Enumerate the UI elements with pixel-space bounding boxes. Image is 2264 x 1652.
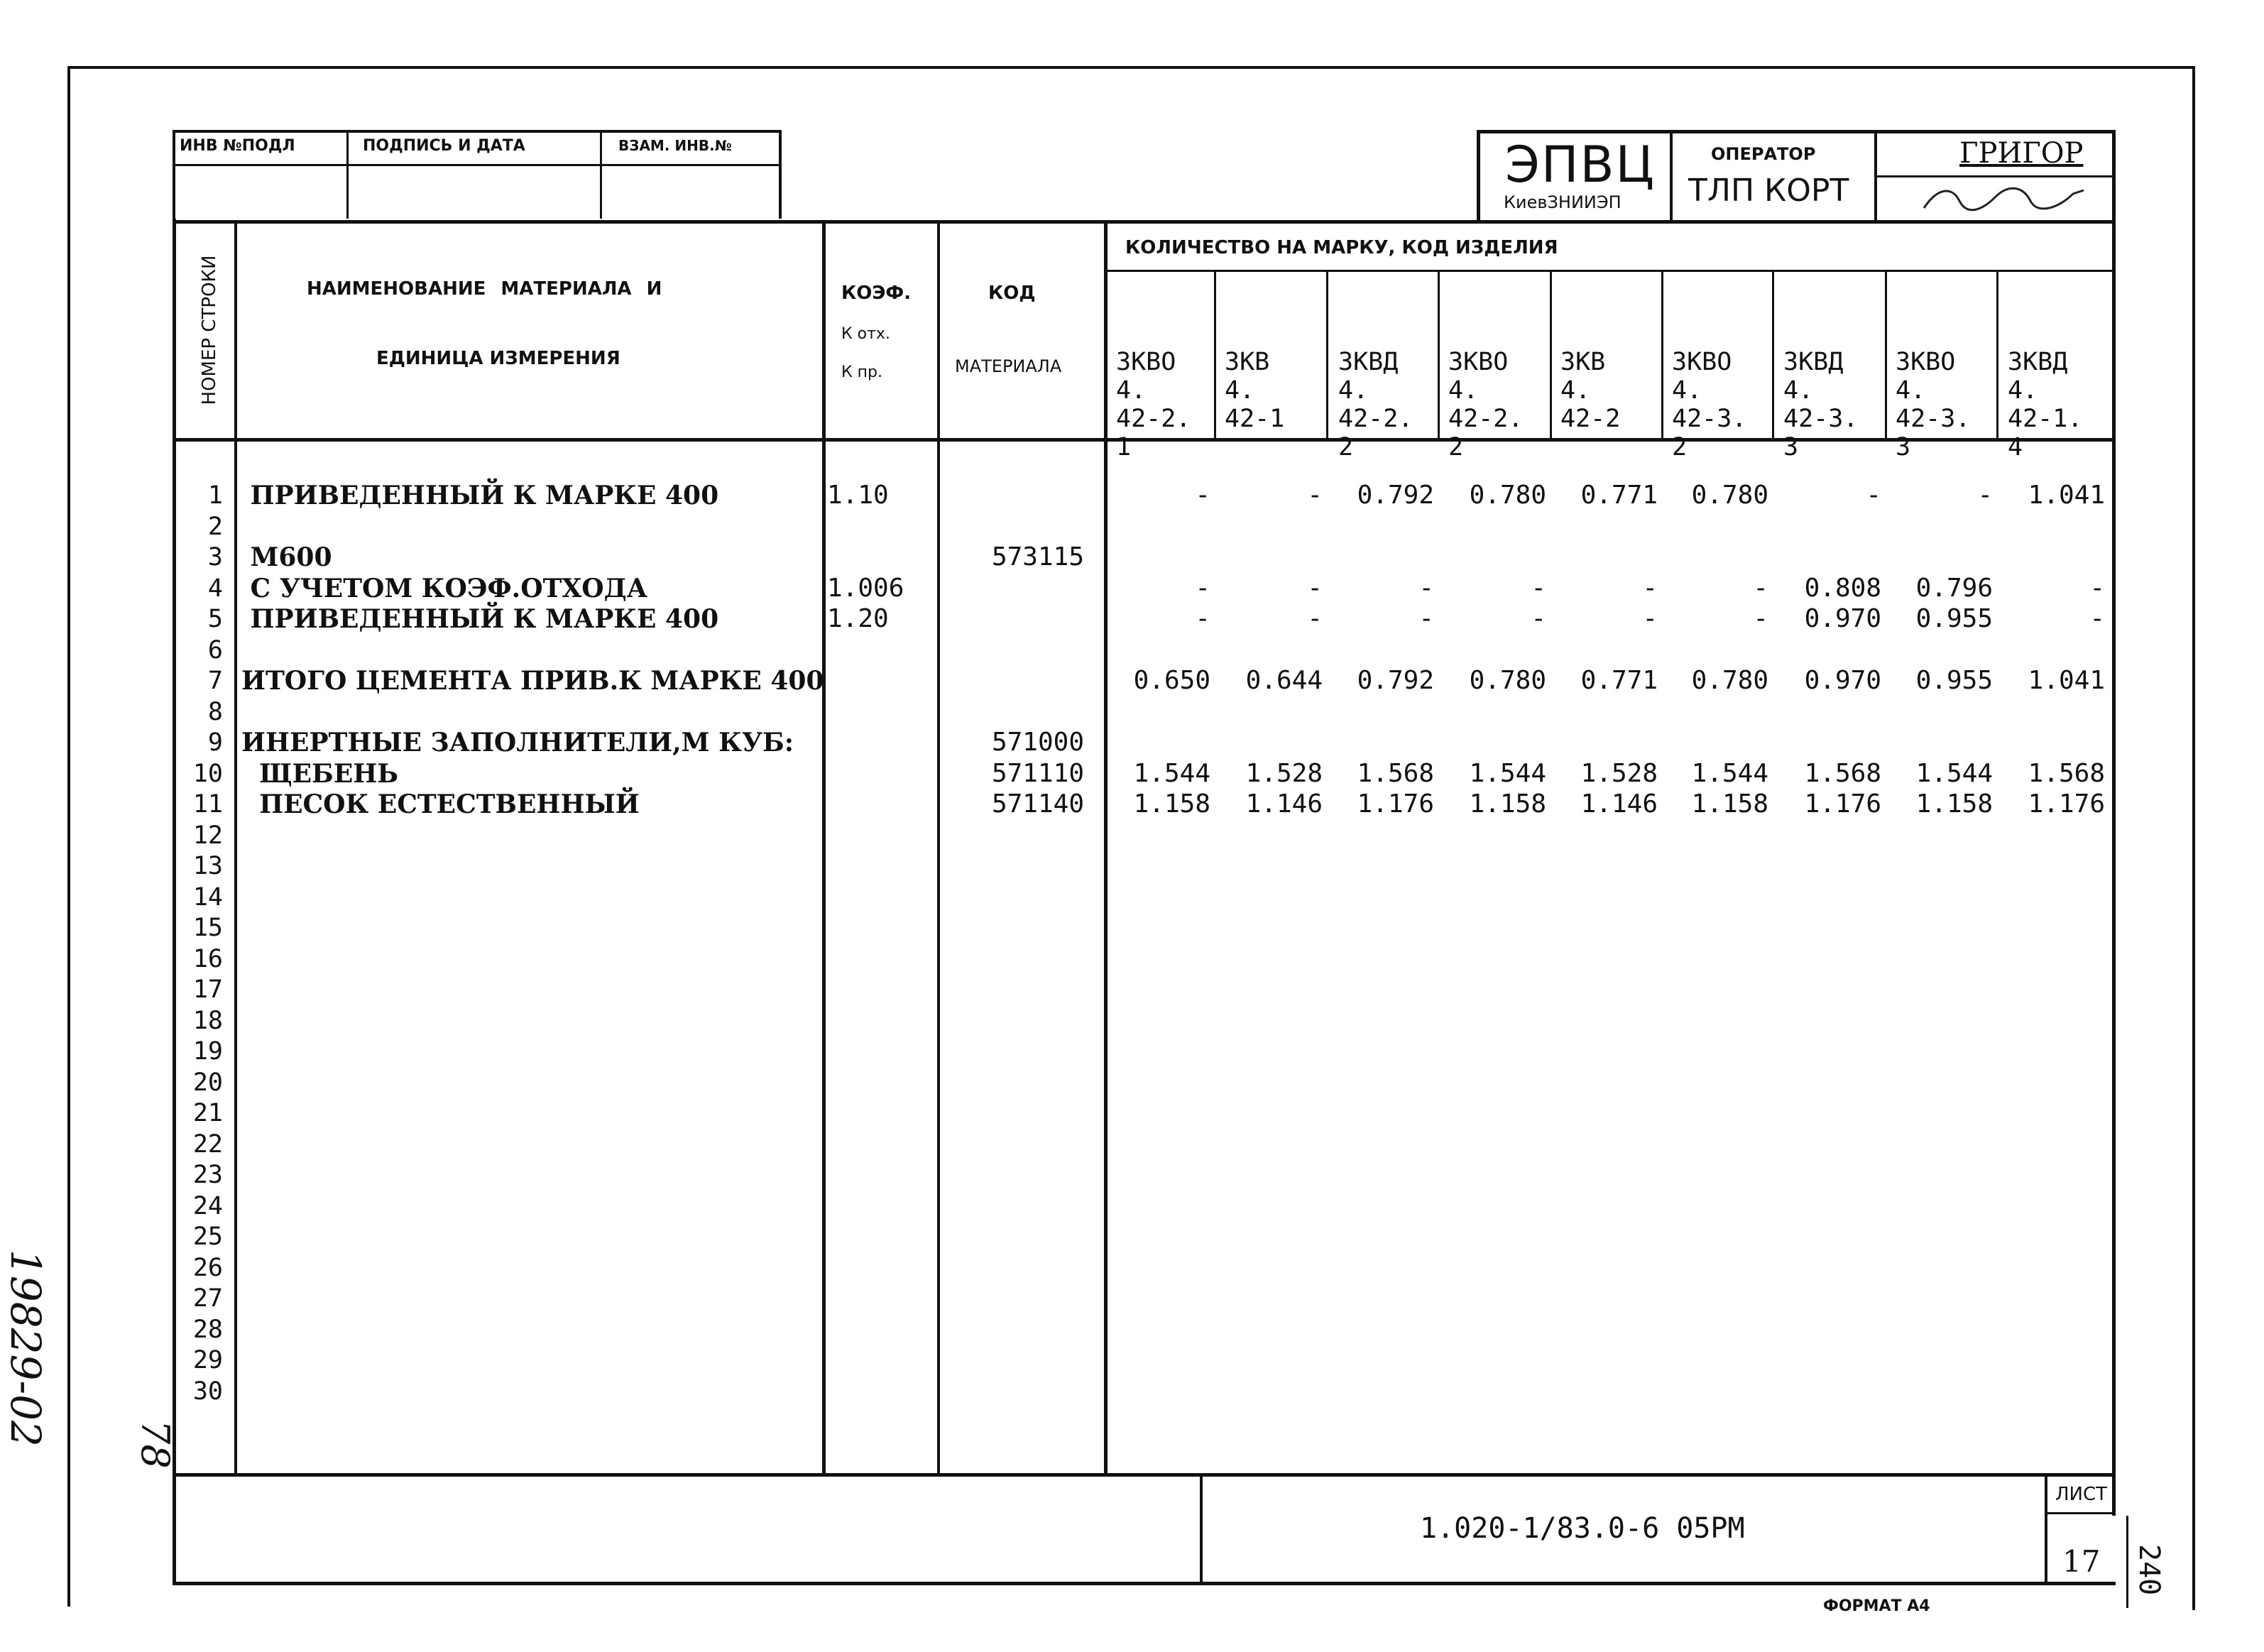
row-name: ИТОГО ЦЕМЕНТА ПРИВ.К МАРКЕ 400: [241, 666, 824, 696]
row-number: 18: [192, 1006, 223, 1035]
row-coef: 1.006: [827, 573, 904, 603]
column-header: ЗКВД 4. 42-3. 3: [1783, 348, 1859, 461]
row-number-header: НОМЕР СТРОКИ: [199, 255, 220, 405]
row-number: 2: [207, 512, 223, 541]
row-number: 10: [192, 759, 223, 788]
row-value: 1.146: [1245, 789, 1323, 819]
row-coef: 1.10: [827, 481, 889, 510]
row-value: 1.158: [1691, 789, 1768, 819]
coef-header-line1: КОЭФ.: [841, 283, 912, 304]
row-value: 0.650: [1133, 666, 1210, 695]
row-value: 0.780: [1691, 666, 1768, 695]
operator-label: ОПЕРАТОР: [1711, 144, 1816, 164]
row-value: -: [1307, 604, 1323, 633]
row-value: 1.568: [1804, 758, 1881, 788]
row-value: -: [1866, 481, 1881, 510]
row-value: 1.041: [2028, 666, 2105, 695]
column-header: ЗКВО 4. 42-2. 1: [1116, 348, 1191, 461]
row-value: -: [1977, 481, 1993, 510]
row-value: -: [1195, 604, 1210, 633]
row-value: -: [2089, 573, 2105, 603]
row-number: 29: [192, 1346, 223, 1374]
row-code: 571140: [991, 789, 1084, 819]
format-label: ФОРМАТ А4: [1823, 1597, 1930, 1615]
row-name: М600: [241, 542, 332, 572]
row-code: 571000: [991, 728, 1084, 757]
row-number: 9: [207, 728, 223, 757]
row-value: 1.568: [2028, 758, 2105, 788]
row-code: 573115: [991, 542, 1084, 571]
row-number: 17: [192, 975, 223, 1004]
row-number: 15: [192, 914, 223, 942]
row-name: ЩЕБЕНЬ: [241, 758, 398, 789]
row-value: 1.158: [1469, 789, 1546, 819]
column-header: ЗКВО 4. 42-3. 3: [1896, 348, 1971, 461]
column-header: ЗКВО 4. 42-3. 2: [1672, 348, 1747, 461]
row-value: 1.544: [1133, 758, 1210, 788]
row-value: -: [1642, 604, 1658, 633]
row-value: -: [1418, 604, 1434, 633]
row-value: 0.955: [1915, 604, 1993, 633]
stamp-podpis-data: ПОДПИСЬ И ДАТА: [363, 137, 525, 155]
column-header: ЗКВД 4. 42-2. 2: [1338, 348, 1413, 461]
org-block: [1477, 130, 2116, 222]
row-number: 19: [192, 1037, 223, 1066]
row-number: 24: [192, 1191, 223, 1220]
row-value: 1.544: [1691, 758, 1768, 788]
row-value: 1.158: [1133, 789, 1210, 819]
row-value: 0.792: [1357, 666, 1434, 695]
name-header-line2: ЕДИНИЦА ИЗМЕРЕНИЯ: [376, 348, 620, 369]
row-value: -: [1531, 604, 1546, 633]
row-number: 12: [192, 821, 223, 850]
row-number: 21: [192, 1099, 223, 1127]
coef-header-line3: К пр.: [841, 363, 882, 381]
row-value: 1.146: [1580, 789, 1658, 819]
row-value: 0.771: [1580, 481, 1658, 510]
row-number: 8: [207, 697, 223, 726]
row-number: 1: [207, 481, 223, 510]
row-value: 0.644: [1245, 666, 1323, 695]
row-value: 1.528: [1580, 758, 1658, 788]
operator-person: ГРИГОР: [1959, 137, 2084, 170]
row-value: 1.176: [1804, 789, 1881, 819]
sheet-label: ЛИСТ: [2055, 1484, 2108, 1505]
row-number: 6: [207, 635, 223, 664]
qty-header: КОЛИЧЕСТВО НА МАРКУ, КОД ИЗДЕЛИЯ: [1125, 237, 1558, 258]
row-number: 27: [192, 1284, 223, 1313]
row-number: 11: [192, 790, 223, 819]
row-value: 0.808: [1804, 573, 1881, 603]
row-number: 3: [207, 543, 223, 571]
row-number: 4: [207, 574, 223, 603]
row-value: 1.528: [1245, 758, 1323, 788]
handwritten-id: 19829-02: [1, 1249, 50, 1447]
row-value: -: [1753, 604, 1768, 633]
handwritten-num: 78: [133, 1420, 177, 1469]
row-value: 0.780: [1469, 481, 1546, 510]
row-value: 1.176: [2028, 789, 2105, 819]
column-header: ЗКВ 4. 42-2: [1560, 348, 1621, 433]
row-number: 7: [207, 667, 223, 695]
row-value: -: [1307, 481, 1323, 510]
row-number: 5: [207, 605, 223, 633]
row-value: 1.568: [1357, 758, 1434, 788]
row-number: 22: [192, 1129, 223, 1159]
signature-icon: [1910, 180, 2094, 215]
row-value: 1.544: [1915, 758, 1993, 788]
row-name: ПРИВЕДЕННЫЙ К МАРКЕ 400: [241, 604, 719, 634]
side-number: 240: [2133, 1544, 2165, 1596]
org-sub: КиевЗНИИЭП: [1504, 192, 1622, 212]
column-header: ЗКВО 4. 42-2. 2: [1448, 348, 1524, 461]
row-value: 1.176: [1357, 789, 1434, 819]
row-number: 26: [192, 1253, 223, 1282]
row-value: 1.041: [2028, 481, 2105, 510]
row-value: -: [1418, 573, 1434, 603]
column-header: ЗКВД 4. 42-1. 4: [2008, 348, 2083, 461]
code-header-line2: МАТЕРИАЛА: [955, 356, 1062, 376]
row-value: 1.158: [1915, 789, 1993, 819]
row-value: 0.970: [1804, 604, 1881, 633]
row-value: -: [1307, 573, 1323, 603]
row-number: 16: [192, 944, 223, 973]
outer-frame-left: [67, 66, 70, 1607]
row-value: 0.771: [1580, 666, 1658, 695]
row-value: 1.544: [1469, 758, 1546, 788]
column-header: ЗКВ 4. 42-1: [1225, 348, 1285, 433]
row-name: ПРИВЕДЕННЫЙ К МАРКЕ 400: [241, 481, 719, 510]
approval-stamp: [173, 130, 782, 219]
row-number: 25: [192, 1222, 223, 1251]
outer-frame-top: [67, 66, 2194, 69]
stamp-inv-podl: ИНВ №ПОДЛ: [180, 137, 295, 155]
row-number: 13: [192, 852, 223, 880]
name-header-line1: НАИМЕНОВАНИЕ МАТЕРИАЛА И: [307, 278, 662, 300]
row-number: 14: [192, 882, 223, 912]
row-code: 571110: [991, 758, 1084, 788]
row-value: -: [1642, 573, 1658, 603]
row-number: 20: [192, 1068, 223, 1097]
row-name: ИНЕРТНЫЕ ЗАПОЛНИТЕЛИ,М КУБ:: [241, 728, 794, 757]
row-coef: 1.20: [827, 604, 889, 633]
row-value: 0.955: [1915, 666, 1993, 695]
stamp-vzam-inv: ВЗАМ. ИНВ.№: [618, 137, 732, 154]
code-header-line1: КОД: [988, 283, 1036, 304]
row-value: 0.796: [1915, 573, 1993, 603]
row-number: 28: [192, 1315, 223, 1344]
row-value: -: [1195, 573, 1210, 603]
outer-frame-right: [2192, 66, 2195, 1610]
row-name: ПЕСОК ЕСТЕСТВЕННЫЙ: [241, 789, 640, 819]
row-value: -: [2089, 604, 2105, 633]
row-value: 0.970: [1804, 666, 1881, 695]
sheet-number: 17: [2062, 1544, 2101, 1579]
row-value: -: [1753, 573, 1768, 603]
row-number: 23: [192, 1161, 223, 1189]
row-value: 0.780: [1691, 481, 1768, 510]
org-name: ЭПВЦ: [1505, 136, 1656, 194]
operator-value: ТЛП КОРТ: [1688, 173, 1849, 209]
row-value: -: [1531, 573, 1546, 603]
row-value: 0.792: [1357, 481, 1434, 510]
row-value: -: [1195, 481, 1210, 510]
row-number: 30: [192, 1377, 223, 1406]
document-code: 1.020-1/83.0-6 05РМ: [1420, 1512, 1745, 1545]
coef-header-line2: К отх.: [841, 325, 890, 343]
row-value: 0.780: [1469, 666, 1546, 695]
row-name: С УЧЕТОМ КОЭФ.ОТХОДА: [241, 573, 647, 603]
